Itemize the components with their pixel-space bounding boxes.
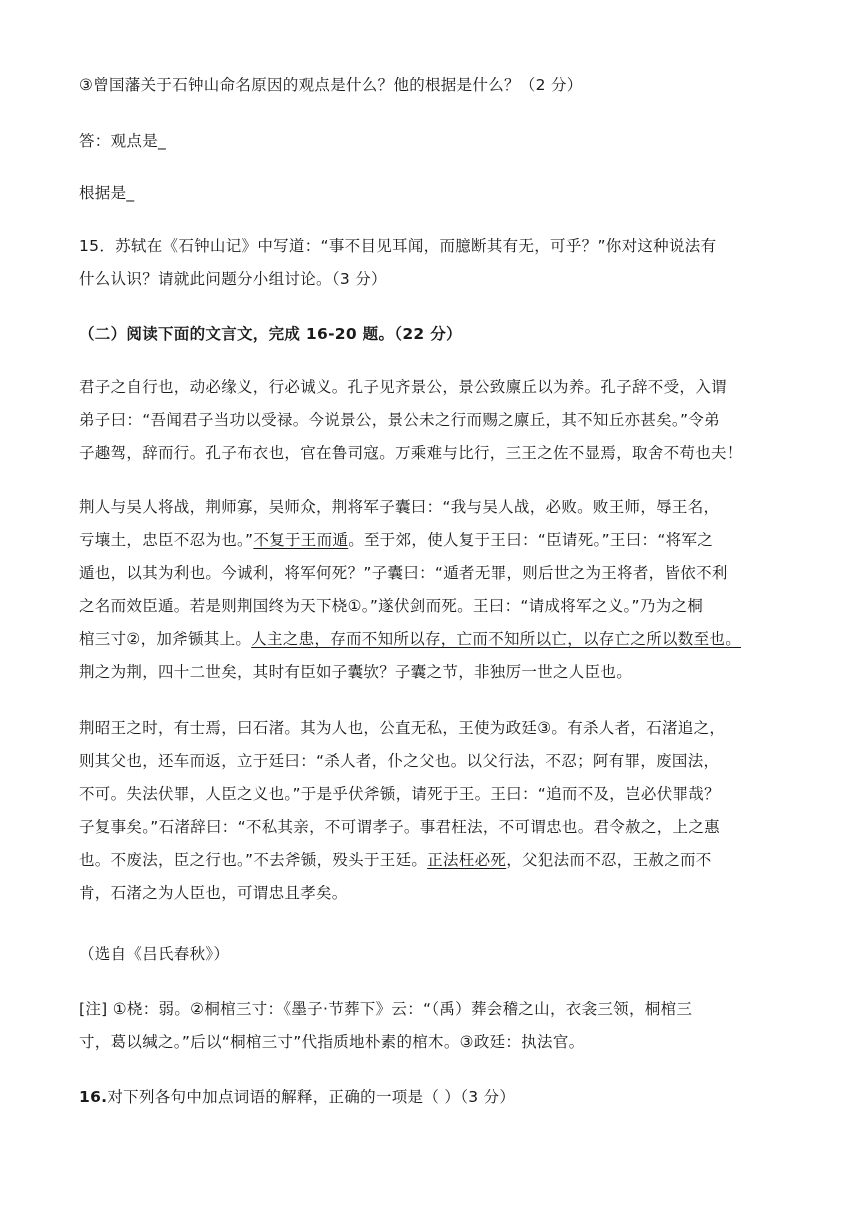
question-15-line: 什么认识？请就此问题分小组讨论。（3 分） (79, 270, 387, 288)
passage-paragraph-1: 君子之自行也，动必缘义，行必诚义。孔子见齐景公，景公致廪丘以为养。孔子辞不受，入谓 弟子曰：“吾闻君子当功以受禄。今说景公，景公未之行而赐之廪丘，其不知丘亦甚矣。”令弟 子趣驾，辞而行。孔子布衣也，官在鲁司寇。万乘难与比行，三王之佐不显焉，取舍不苟也夫！ (79, 378, 743, 462)
question-16: 16.对下列各句中加点词语的解释，正确的一项是（ ）（3 分） (79, 1088, 516, 1106)
question-14-3: ③曾国藩关于石钟山命名原因的观点是什么？他的根据是什么？（2 分） (79, 76, 583, 94)
underlined-sentence: 正法枉必死 (427, 851, 507, 869)
annotation-notes: [注] ①桡：弱。②桐棺三寸：《墨子·节葬下》云：“（禹）葬会稽之山，衣衾三领，桐棺三 寸，葛以缄之。”后以“桐棺三寸”代指质地朴素的棺木。③政廷：执法官。 (79, 1000, 693, 1051)
source-citation: （选自《吕氏春秋》） (79, 945, 230, 963)
answer-viewpoint: 答：观点是_ (79, 132, 167, 150)
question-15 (79, 230, 783, 296)
answer-basis: 根据是_ (79, 184, 135, 202)
underlined-sentence: 人主之患，存而不知所以存，亡而不知所以亡，以存亡之所以数至也。 (251, 630, 742, 648)
passage-paragraph-3: 荆昭王之时，有士焉，曰石渚。其为人也，公直无私，王使为政廷③。有杀人者，石渚追之， 则其父也，还车而返，立于廷曰：“杀人者，仆之父也。以父行法，不忍；阿有罪，废国法， 不可。失法伏罪，人臣之义也。”于是乎伏斧锧，请死于王。王曰：“追而不及，岂必伏罪哉？ 子复事矣。”石渚辞曰：“不私其亲，不可谓孝子。事君枉法，不可谓忠也。君令赦之，上之惠 也。不废法，臣之行也。”不去斧锧，殁头于王廷。正法枉必死，父犯法而不忍，王赦之而不 肯，石渚之为人臣也，可谓忠且孝矣。 (79, 719, 726, 902)
passage-paragraph-2: 荆人与吴人将战，荆师寡，吴师众，荆将军子囊曰：“我与吴人战，必败。败王师，辱王名， 亏壤土，忠臣不忍为也。”不复于王而遁。至于郊，使人复于王曰：“臣请死。”王曰：“将军之 遁也，以其为利也。今诚利，将军何死？”子囊曰：“遁者无罪，则后世之为王将者，皆依不利 之名而效臣遁。若是则荆国终为天下桡①。”遂伏剑而死。王曰：“请成将军之义。”乃为之桐 棺三寸②，加斧锧其上。人主之患，存而不知所以存，亡而不知所以亡，以存亡之所以数至也。 荆之为荆，四十二世矣，其时有臣如子囊欤？子囊之节，非独厉一世之人臣也。 (79, 498, 742, 681)
section-heading: （二）阅读下面的文言文，完成 16-20 题。（22 分） (79, 325, 462, 343)
underlined-sentence: 不复于王而遁 (253, 531, 349, 549)
question-15-line: 15．苏轼在《石钟山记》中写道：“事不目见耳闻，而臆断其有无，可乎？”你对这种说法有 (79, 237, 717, 255)
